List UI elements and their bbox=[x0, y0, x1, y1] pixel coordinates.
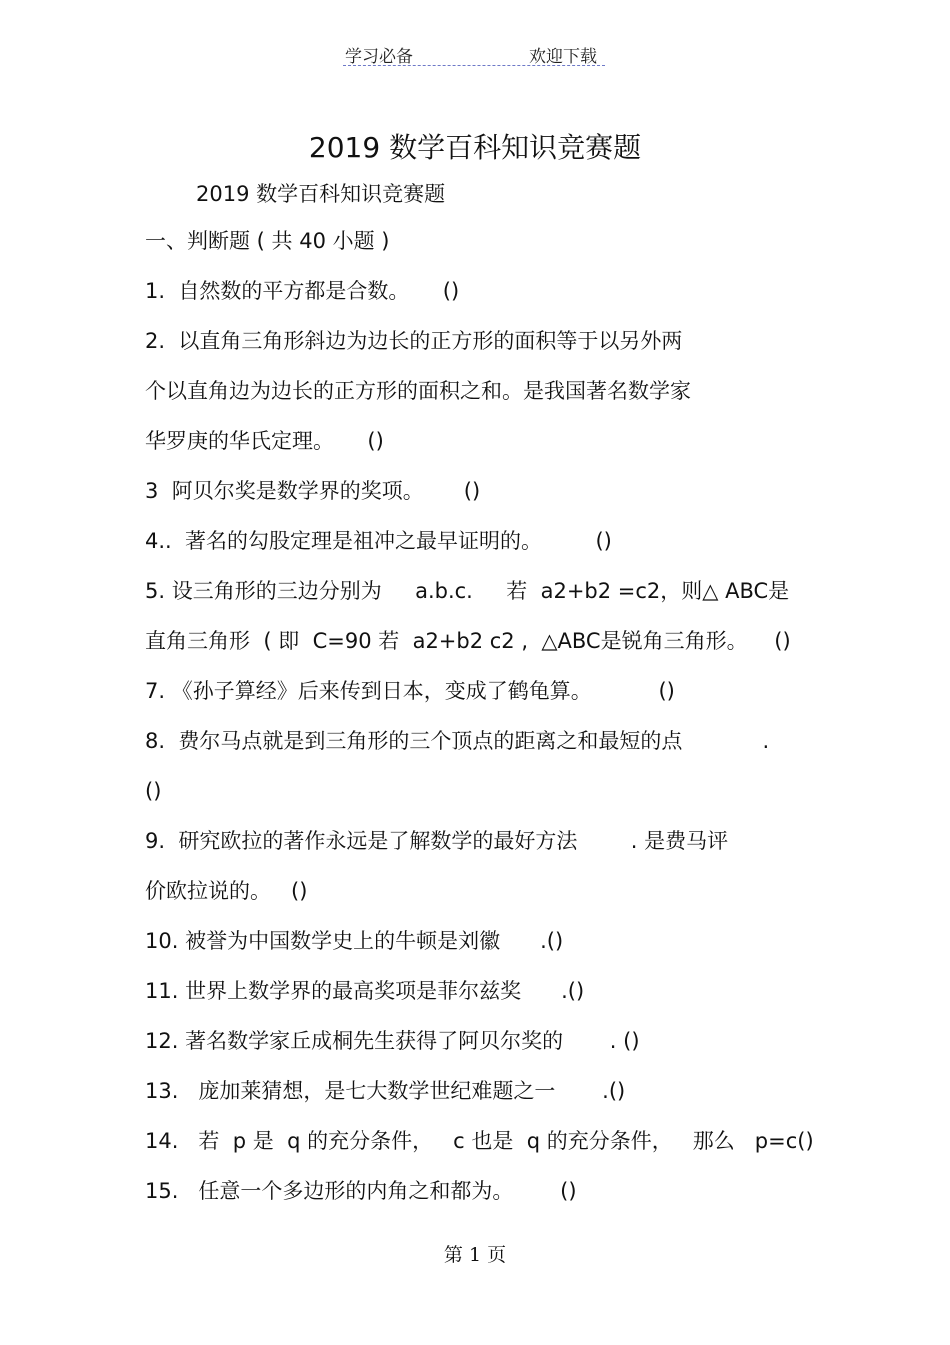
page-number: 第 1 页 bbox=[443, 1244, 507, 1266]
question-line: 1. 自然数的平方都是合数。 () bbox=[145, 279, 460, 303]
question-line: 12. 著名数学家丘成桐先生获得了阿贝尔奖的 . () bbox=[145, 1029, 640, 1053]
header-left-text: 学习必备 bbox=[345, 47, 413, 67]
document-subtitle: 2019 数学百科知识竞赛题 bbox=[196, 182, 446, 206]
header-right-text: 欢迎下载 bbox=[529, 47, 597, 67]
question-line: 14. 若 p 是 q 的充分条件， c 也是 q 的充分条件， 那么 p=c() bbox=[145, 1129, 814, 1153]
question-line: 华罗庚的华氏定理。 () bbox=[145, 429, 384, 453]
question-line: 3 阿贝尔奖是数学界的奖项。 () bbox=[145, 479, 481, 503]
question-line: 4.. 著名的勾股定理是祖冲之最早证明的。 () bbox=[145, 529, 612, 553]
question-line: 7. 《孙子算经》后来传到日本，变成了鹤龟算。 () bbox=[145, 679, 675, 703]
question-line: () bbox=[145, 779, 162, 803]
question-line: 10. 被誉为中国数学史上的牛顿是刘徽 .() bbox=[145, 929, 564, 953]
question-line: 8. 费尔马点就是到三角形的三个顶点的距离之和最短的点 . bbox=[145, 729, 770, 753]
question-line: 直角三角形 ( 即 C=90 若 a2+b2 c2 , △ABC是锐角三角形。 () bbox=[145, 629, 791, 653]
question-line: 个以直角边为边长的正方形的面积之和。是我国著名数学家 bbox=[145, 379, 691, 403]
question-line: 价欧拉说的。 () bbox=[145, 879, 308, 903]
section-heading: 一、判断题 ( 共 40 小题 ) bbox=[145, 229, 390, 253]
question-line: 11. 世界上数学界的最高奖项是菲尔兹奖 .() bbox=[145, 979, 585, 1003]
page-header bbox=[343, 40, 605, 66]
document-title: 2019 数学百科知识竞赛题 bbox=[308, 131, 642, 164]
question-line: 9. 研究欧拉的著作永远是了解数学的最好方法 . 是费马评 bbox=[145, 829, 729, 853]
question-line: 5. 设三角形的三边分别为 a.b.c. 若 a2+b2 =c2，则△ ABC是 bbox=[145, 579, 790, 603]
question-line: 2. 以直角三角形斜边为边长的正方形的面积等于以另外两 bbox=[145, 329, 683, 353]
question-line: 13. 庞加莱猜想，是七大数学世纪难题之一 .() bbox=[145, 1079, 626, 1103]
question-line: 15. 任意一个多边形的内角之和都为。 () bbox=[145, 1179, 577, 1203]
